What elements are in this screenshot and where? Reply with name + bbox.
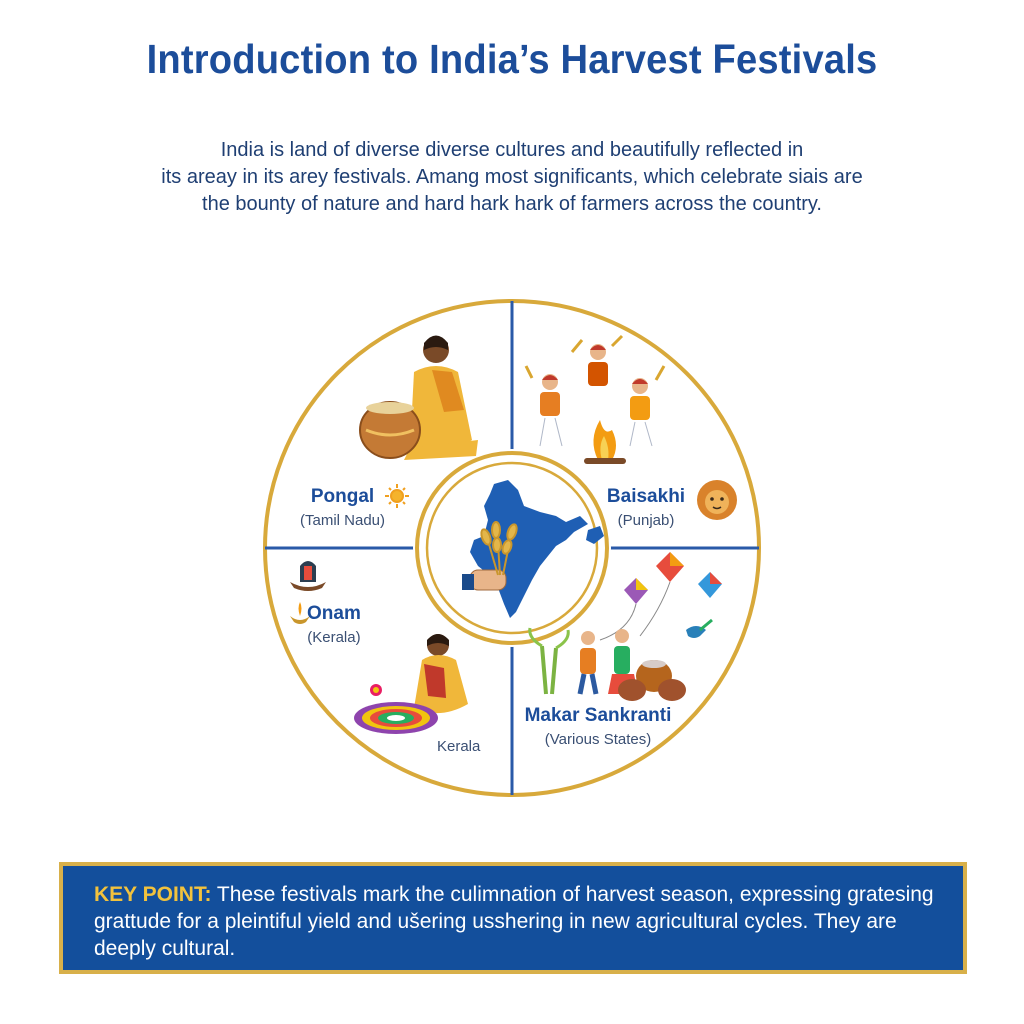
makar-sankranti-label	[516, 705, 680, 748]
onam-label	[307, 603, 361, 646]
page-title: Introduction to India’s Harvest Festivals	[146, 36, 878, 82]
makar-sankranti-region: (Various States)	[544, 731, 652, 748]
onam-name: Onam	[307, 603, 361, 624]
pongal-region: (Tamil Nadu)	[300, 512, 386, 529]
baisakhi-label	[604, 486, 688, 529]
makar-sankranti-name: Makar Sankranti	[524, 705, 672, 726]
key-point-label: KEY POINT:	[94, 883, 212, 906]
rangoli-icon	[354, 702, 438, 734]
intro-line-2: its areay in its arey festivals. Amang most significants, which celebrate siais are	[161, 166, 863, 188]
intro-line-1: India is land of diverse diverse cultures and beautifully reflected in	[220, 139, 804, 161]
key-point-box	[59, 862, 967, 974]
onam-extra-label: Kerala	[437, 738, 481, 755]
baisakhi-name: Baisakhi	[606, 486, 686, 507]
key-point-text: These festivals mark the culimnation of harvest season, expressing gratesing grattude for a pleintiful yield and ušering usshering in new agricultural cycles. They are deeply cultural.	[94, 883, 934, 960]
pongal-label	[300, 486, 385, 529]
flower-icon	[370, 684, 382, 696]
pot-icon	[360, 402, 420, 458]
intro-line-3: the bounty of nature and hard hark hark of farmers across the country.	[202, 193, 822, 215]
baisakhi-region: (Punjab)	[617, 512, 675, 529]
onam-region: (Kerala)	[307, 629, 361, 646]
pongal-name: Pongal	[310, 486, 375, 507]
lion-icon	[697, 480, 737, 520]
